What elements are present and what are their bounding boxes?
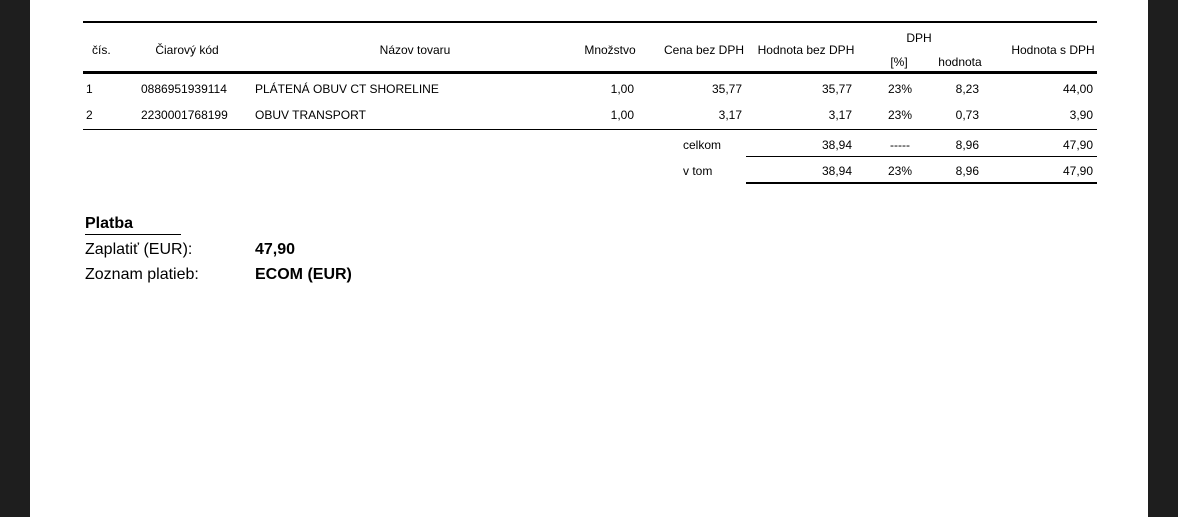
breakdown-label: v tom <box>683 164 713 178</box>
totals-vat-rate: ----- <box>890 138 910 152</box>
header-barcode: Čiarový kód <box>155 43 219 57</box>
totals-label: celkom <box>683 138 722 152</box>
payment-title-underline <box>85 234 181 235</box>
row-number: 2 <box>86 108 93 122</box>
row-number: 1 <box>86 82 93 96</box>
items-bottom-rule <box>83 129 1097 130</box>
header-value-gross: Hodnota s DPH <box>1011 43 1095 57</box>
row-value-gross: 44,00 <box>1062 82 1093 96</box>
header-vat-group: DPH <box>906 31 932 45</box>
breakdown-value-net: 38,94 <box>821 164 852 178</box>
header-quantity: Množstvo <box>584 43 636 57</box>
table-top-rule <box>83 21 1097 23</box>
breakdown-value-gross: 47,90 <box>1062 164 1093 178</box>
row-barcode: 0886951939114 <box>141 82 227 96</box>
totals-rule <box>746 156 1097 157</box>
row-product-name: OBUV TRANSPORT <box>255 108 366 122</box>
row-quantity: 1,00 <box>610 82 634 96</box>
payment-title: Platba <box>85 215 134 232</box>
row-price-net: 35,77 <box>711 82 742 96</box>
header-bottom-rule <box>83 71 1097 74</box>
payment-list-value: ECOM (EUR) <box>255 266 352 283</box>
row-value-net: 35,77 <box>821 82 852 96</box>
row-vat-rate: 23% <box>887 82 913 96</box>
row-product-name: PLÁTENÁ OBUV CT SHORELINE <box>255 82 439 96</box>
row-vat-value: 8,23 <box>955 82 979 96</box>
totals-vat-value: 8,96 <box>955 138 979 152</box>
invoice-page <box>30 0 1148 517</box>
header-vat-rate: [%] <box>890 55 908 69</box>
row-quantity: 1,00 <box>610 108 634 122</box>
breakdown-rule <box>746 182 1097 184</box>
breakdown-vat-value: 8,96 <box>955 164 979 178</box>
breakdown-vat-rate: 23% <box>887 164 913 178</box>
header-vat-value: hodnota <box>938 55 982 69</box>
row-vat-value: 0,73 <box>955 108 979 122</box>
header-value-net: Hodnota bez DPH <box>757 43 855 57</box>
header-product-name: Názov tovaru <box>379 43 451 57</box>
row-barcode: 2230001768199 <box>141 108 228 122</box>
row-price-net: 3,17 <box>718 108 742 122</box>
amount-due-value: 47,90 <box>255 241 296 258</box>
header-price-net: Cena bez DPH <box>663 43 745 57</box>
row-value-net: 3,17 <box>828 108 852 122</box>
row-value-gross: 3,90 <box>1069 108 1093 122</box>
totals-value-net: 38,94 <box>821 138 852 152</box>
totals-value-gross: 47,90 <box>1062 138 1093 152</box>
payment-list-label: Zoznam platieb: <box>85 266 199 283</box>
header-number: čís. <box>92 43 111 57</box>
row-vat-rate: 23% <box>887 108 913 122</box>
amount-due-label: Zaplatiť (EUR): <box>85 241 193 258</box>
